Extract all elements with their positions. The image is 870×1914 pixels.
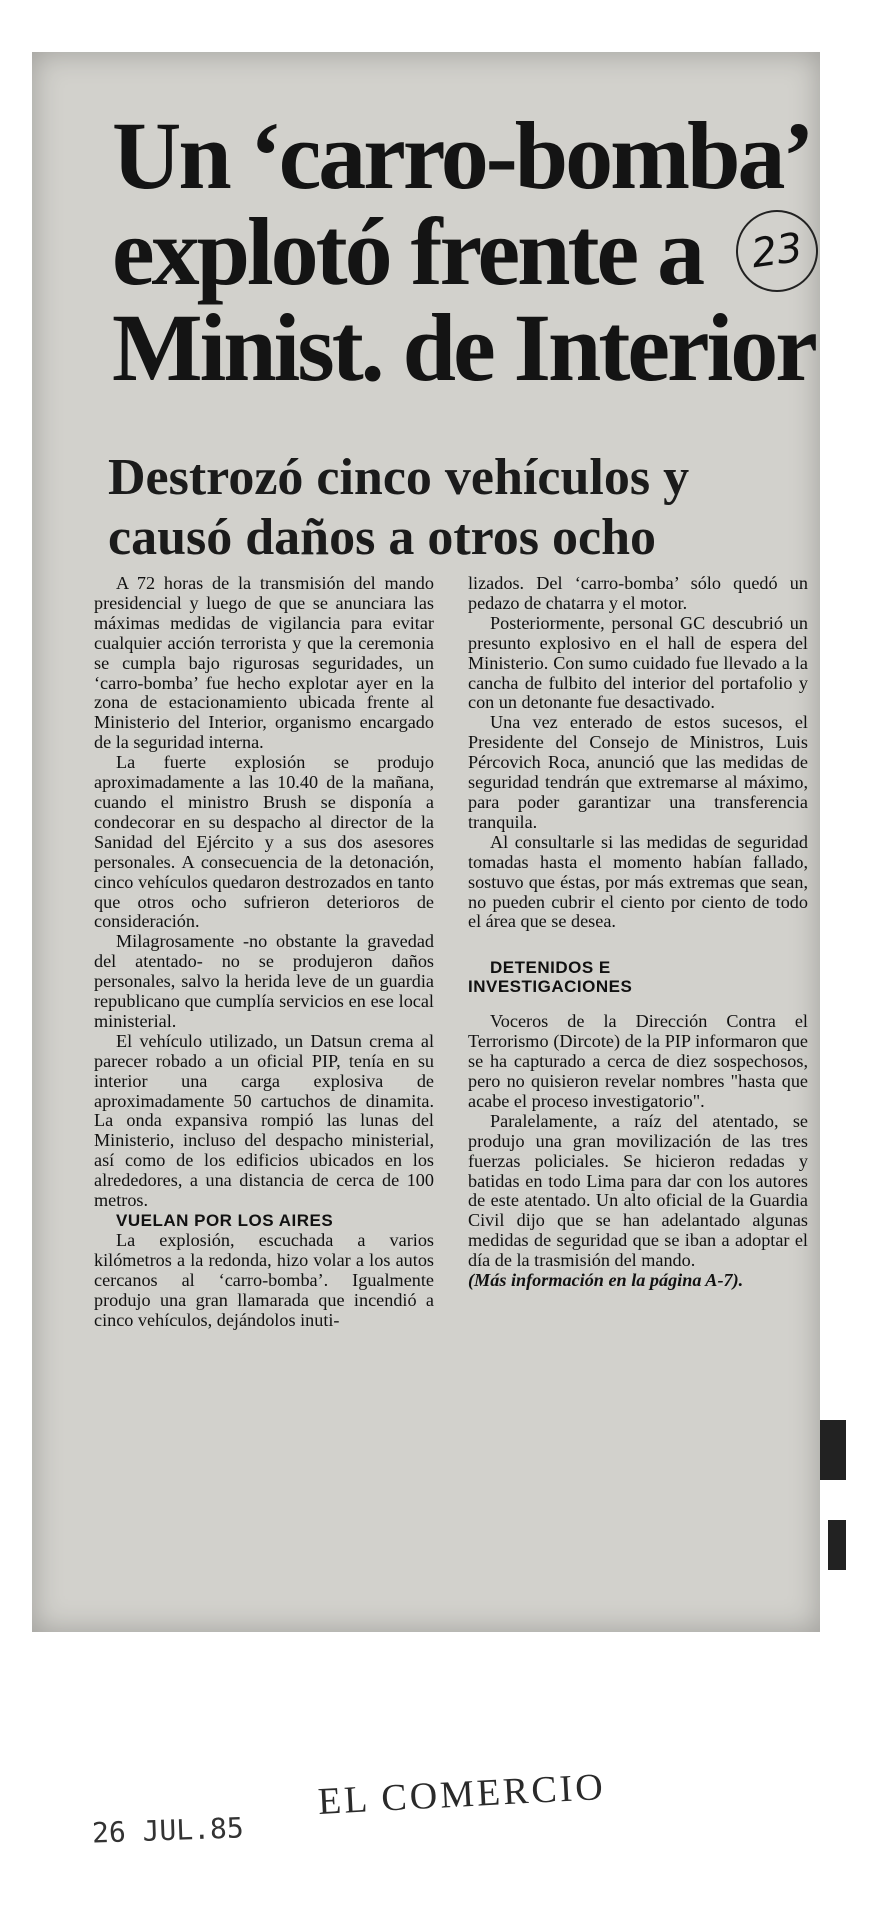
headline-line: explotó frente a (112, 198, 703, 305)
article-paragraph: La explosión, escuchada a varios kilómetros a la redonda, hizo volar a los autos cercanos al ‘carro-bomba’. Igualmente produjo una gran llamarada que incendió a cinco vehículos, dejándolos inuti- (94, 1229, 434, 1330)
article-paragraph: Al consultarle si las medidas de seguridad tomadas hasta el momento habían fallado, sostuvo que éstas, por más extremas que sean, no pueden cubrir el ciento por ciento de todo el área que se desea. (468, 831, 808, 932)
headline-line: Un ‘carro-bomba’ (112, 102, 812, 209)
edge-fragment (828, 1520, 846, 1570)
section-heading-line: DETENIDOS E (490, 958, 611, 978)
edge-fragment (820, 1420, 846, 1480)
article-paragraph: Posteriormente, personal GC descubrió un presunto explosivo en el hall de espera del Ministerio. Con sumo cuidado fue llevado a la cancha de fulbito del interior del portafolio y con un detonante fue desactivado. (468, 612, 808, 713)
article-paragraph: Voceros de la Dirección Contra el Terrorismo (Dircote) de la PIP informaron que se ha capturado a cerca de diez sospechosos, pero no quisieron revelar nombres "hasta que acabe el proceso investigatorio". (468, 1011, 808, 1111)
subheadline-line: Destrozó cinco vehículos y (108, 449, 690, 506)
article-paragraph: A 72 horas de la transmisión del mando presidencial y luego de que se anunciara las máximas medidas de vigilancia para evitar cualquier acción terrorista y que la ceremonia se cumpla bajo rigurosas seguridades, un ‘carro-bomba’ fue hecho explotar ayer en la zona de estacionamiento ubicada frente al Ministerio del Interior, organismo encargado de la seguridad interna. (94, 573, 434, 753)
handwritten-number-annotation: 23 (731, 205, 824, 298)
article-paragraph: La fuerte explosión se produjo aproximadamente a las 10.40 de la mañana, cuando el ministro Brush se disponía a condecorar en su despacho al director de la Sanidad del Ejército y a sus dos asesores personales. A consecuencia de la detonación, cinco vehículos quedaron destrozados en tanto que otros ocho sufrieron deterioros de consideración. (94, 752, 434, 932)
more-info-note: (Más información en la página A-7). (468, 1270, 744, 1291)
article-paragraph: Una vez enterado de estos sucesos, el Presidente del Consejo de Ministros, Luis Pércovich Roca, anunció que las medidas de seguridad tendrán que extremarse al máximo, para poder garantizar una transferencia tranquila. (468, 712, 808, 832)
section-heading (468, 958, 808, 996)
headline (112, 102, 815, 401)
date-stamp: 26 JUL.85 (91, 1811, 245, 1850)
section-heading: VUELAN POR LOS AIRES (116, 1211, 334, 1230)
article-paragraph: Milagrosamente -no obstante la gravedad del atentado- no se produjeron daños personales, salvo la herida leve de un guardia republicano que cumplía servicios en ese local ministerial. (94, 931, 434, 1031)
publication-name: EL COMERCIO (316, 1765, 607, 1823)
subheadline-line: causó daños a otros ocho (108, 509, 657, 566)
article-paragraph: lizados. Del ‘carro-bomba’ sólo quedó un pedazo de chatarra y el motor. (468, 573, 808, 613)
section-heading-line: INVESTIGACIONES (468, 977, 633, 997)
article-column-left (94, 574, 434, 1330)
article-column-right (468, 574, 808, 1291)
headline-line: Minist. de Interior (112, 294, 815, 401)
subheadline (108, 448, 808, 568)
article-paragraph: Paralelamente, a raíz del atentado, se produjo una gran movilización de las tres fuerzas policiales. Se hicieron redadas y batidas en todo Lima para dar con los autores de este atentado. Un alto oficial de la Guardia Civil dijo que se han adelantado algunas medidas de seguridad que se iban a adoptar el día de la trasmisión del mando. (468, 1110, 808, 1271)
article-paragraph: El vehículo utilizado, un Datsun crema al parecer robado a un oficial PIP, tenía en su interior una carga explosiva de aproximadamente 50 cartuchos de dinamita. La onda expansiva rompió las lunas del Ministerio, incluso del despacho ministerial, así como de los edificios ubicados en los alrededores, a una distancia de cerca de 100 metros. (94, 1030, 434, 1211)
